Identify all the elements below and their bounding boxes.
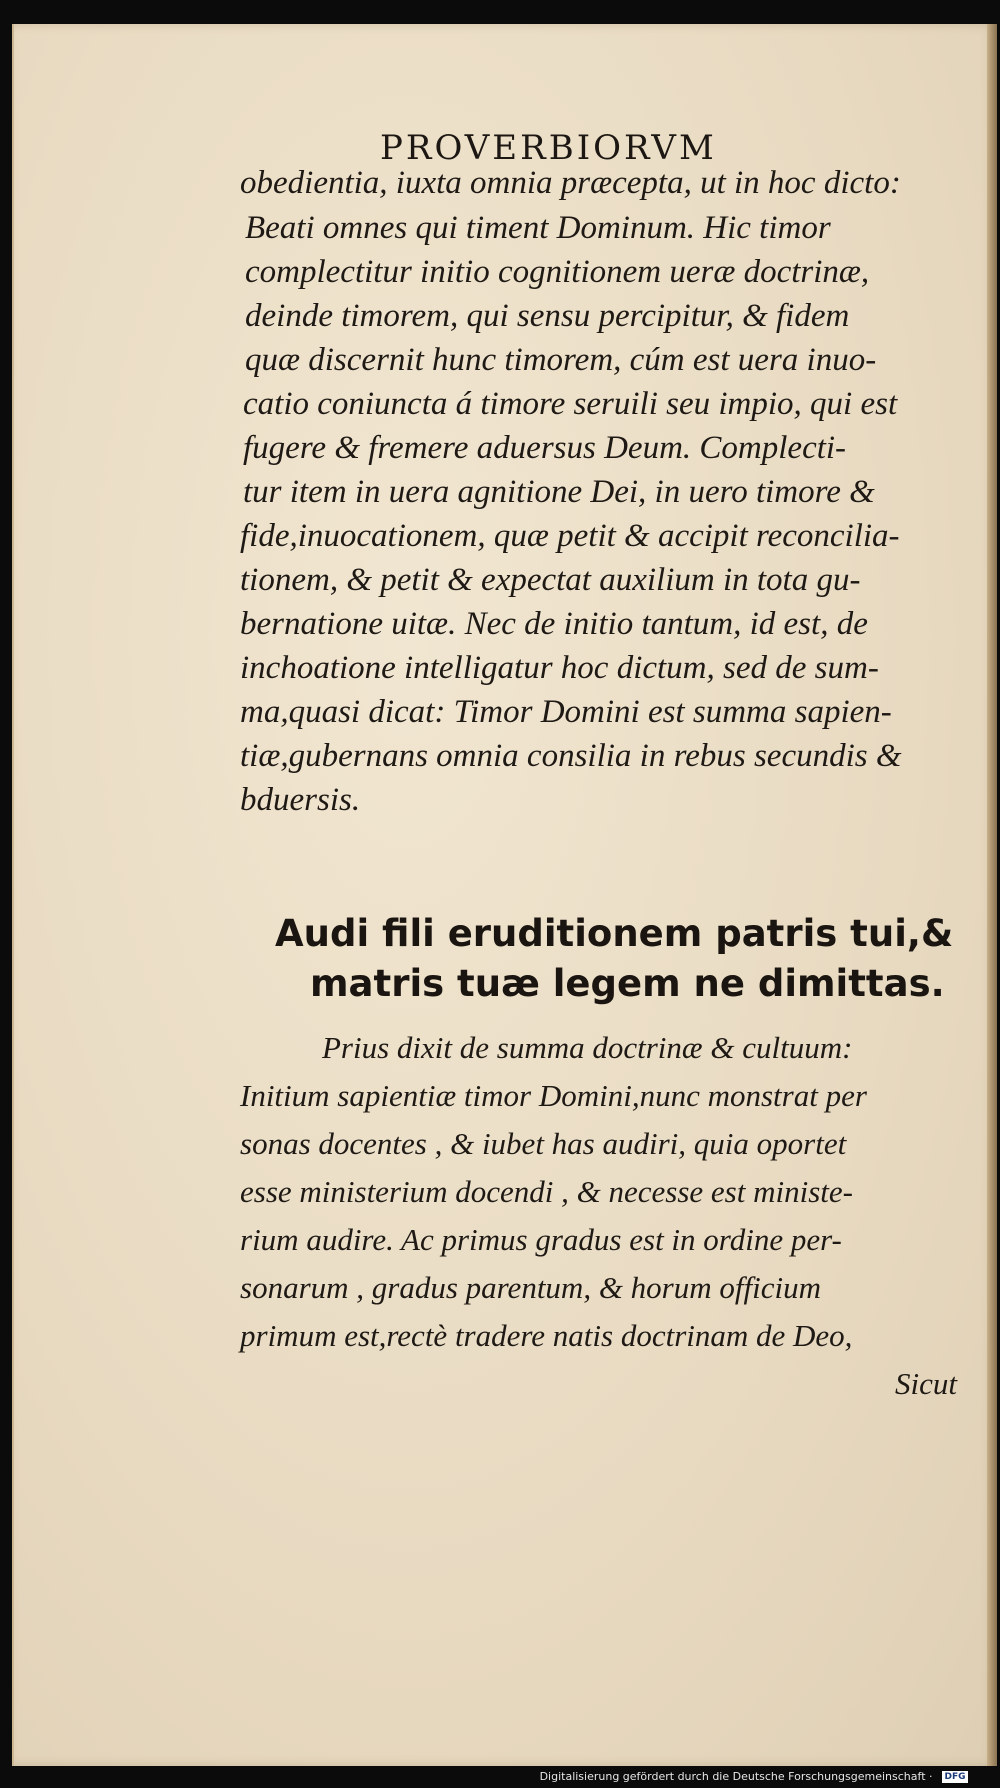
text-line: tiæ,gubernans omnia consilia in rebus secundis & <box>240 738 902 774</box>
text-line: bernatione uitæ. Nec de initio tantum, id est, de <box>240 606 868 642</box>
text-line: ma,quasi dicat: Timor Domini est summa sapien- <box>240 694 892 730</box>
text-line: obedientia, iuxta omnia præcepta, ut in hoc dicto: <box>240 165 901 201</box>
text-line: Beati omnes qui timent Dominum. Hic timor <box>245 210 831 246</box>
text-line: inchoatione intelligatur hoc dictum, sed de sum- <box>240 650 879 686</box>
text-line: tur item in uera agnitione Dei, in uero timore & <box>243 474 875 510</box>
text-line: rium audire. Ac primus gradus est in ordine per- <box>240 1222 842 1257</box>
footer-credit: Digitalisierung gefördert durch die Deutsche Forschungsgemeinschaft · <box>539 1770 933 1783</box>
running-title: PROVERBIORVM <box>380 128 717 168</box>
digitization-footer <box>0 1766 1000 1788</box>
text-line: Initium sapientiæ timor Domini,nunc monstrat per <box>240 1078 867 1113</box>
text-line: Prius dixit de summa doctrinæ & cultuum: <box>322 1030 853 1065</box>
text-line: sonas docentes , & iubet has audiri, quia oportet <box>240 1126 847 1161</box>
text-line: catio coniuncta á timore seruili seu impio, qui est <box>243 386 898 422</box>
dfg-logo-icon: DFG <box>942 1771 968 1783</box>
text-line: quæ discernit hunc timorem, cúm est uera inuo- <box>245 342 877 378</box>
verse-heading-line: Audi fili eruditionem patris tui,& <box>275 912 954 955</box>
text-line: fide,inuocationem, quæ petit & accipit reconcilia- <box>240 518 900 554</box>
text-line: sonarum , gradus parentum, & horum officium <box>240 1270 821 1305</box>
text-line: primum est,rectè tradere natis doctrinam de Deo, <box>240 1318 853 1353</box>
text-line: fugere & fremere aduersus Deum. Complecti- <box>243 430 847 466</box>
verse-heading-line: matris tuæ legem ne dimittas. <box>310 962 945 1005</box>
text-line: bduersis. <box>240 782 361 818</box>
text-line: esse ministerium docendi , & necesse est ministe- <box>240 1174 853 1209</box>
text-line: deinde timorem, qui sensu percipitur, & fidem <box>245 298 850 334</box>
page-gutter <box>987 24 997 1766</box>
catchword: Sicut <box>895 1366 957 1401</box>
text-line: tionem, & petit & expectat auxilium in tota gu- <box>240 562 861 598</box>
text-line: complectitur initio cognitionem ueræ doctrinæ, <box>245 254 870 290</box>
